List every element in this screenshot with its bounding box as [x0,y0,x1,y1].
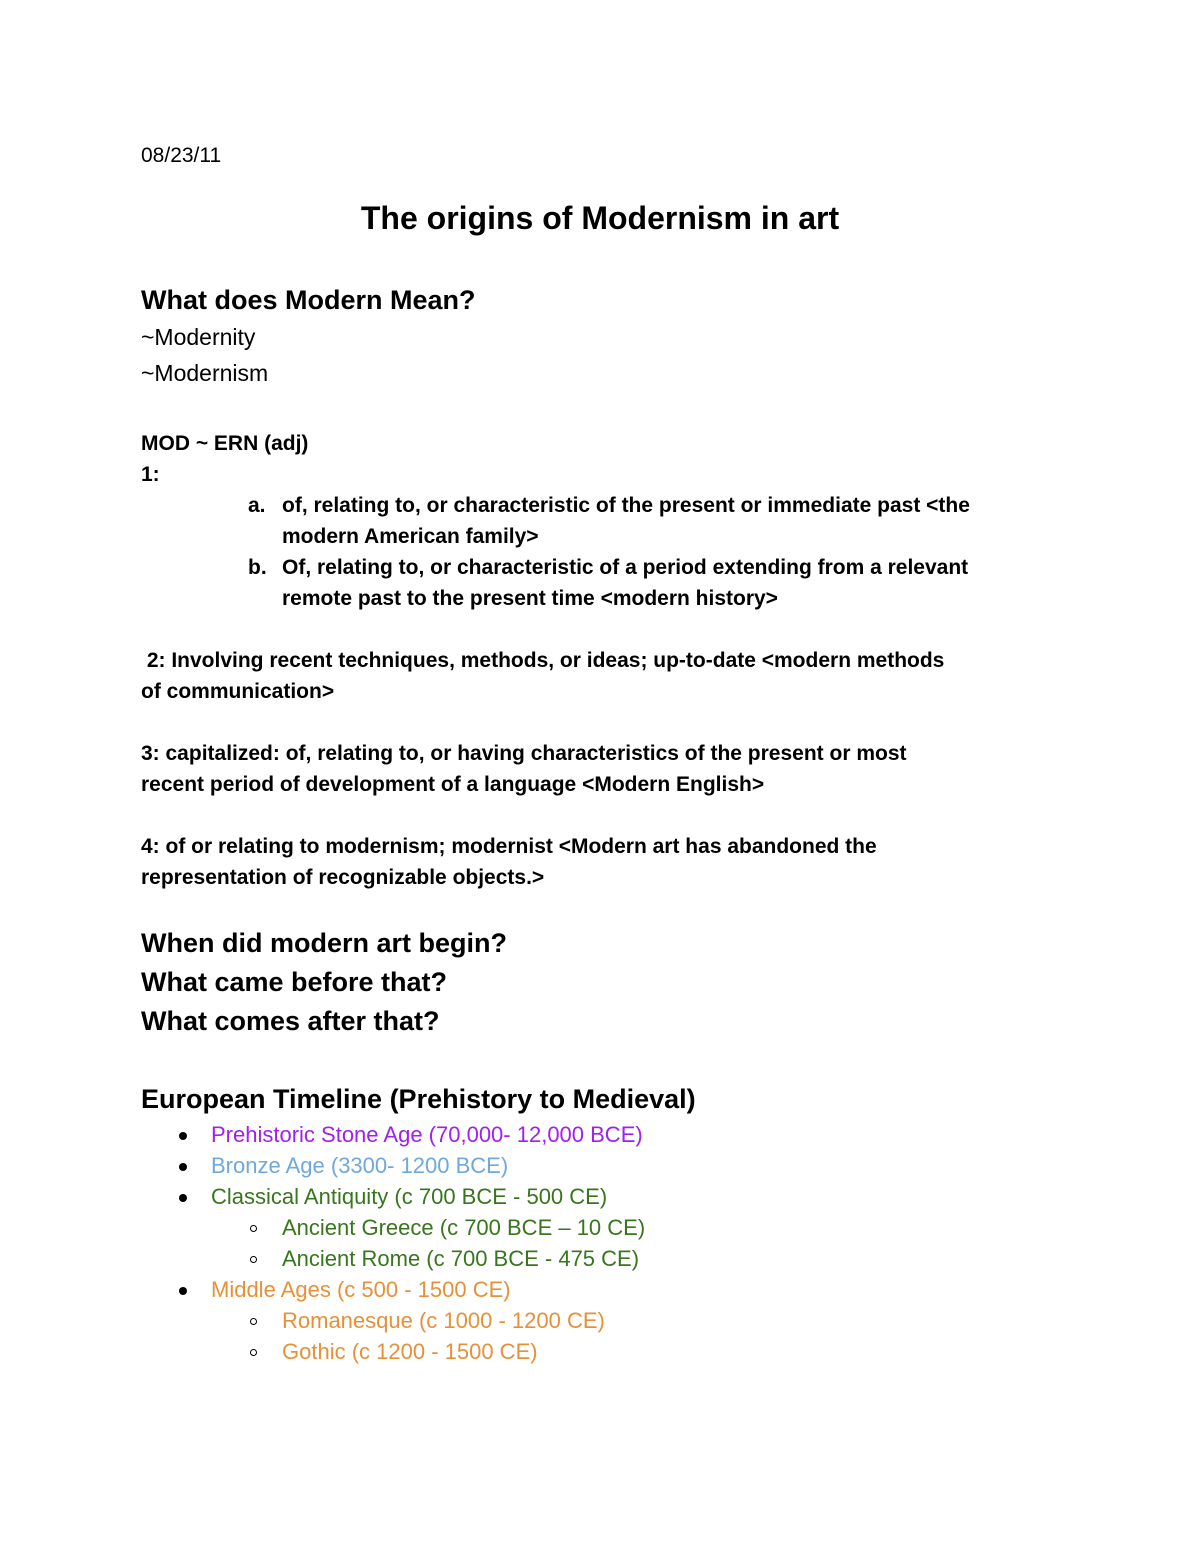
sense-3-line-1: 3: capitalized: of, relating to, or having characteristics of the present or most [141,742,907,765]
timeline-heading: European Timeline (Prehistory to Medieval) [141,1084,696,1114]
sense-4-line-2: representation of recognizable objects.> [141,866,545,889]
hollow-bullet-icon [250,1318,257,1325]
sense-4-line-1: 4: of or relating to modernism; modernist <Modern art has abandoned the [141,835,877,858]
sense-2-line-1: 2: Involving recent techniques, methods, or ideas; up-to-date <modern methods [141,649,945,672]
hollow-bullet-icon [250,1225,257,1232]
timeline-item: Middle Ages (c 500 - 1500 CE) [211,1277,511,1302]
timeline-item: Bronze Age (3300- 1200 BCE) [211,1153,509,1178]
sense-3-line-2: recent period of development of a language <Modern English> [141,773,765,796]
timeline-subitem: Ancient Rome (c 700 BCE - 475 CE) [282,1246,640,1271]
date-line: 08/23/11 [141,144,222,167]
timeline-item: Classical Antiquity (c 700 BCE - 500 CE) [211,1184,608,1209]
timeline-subitem: Ancient Greece (c 700 BCE – 10 CE) [282,1215,646,1240]
question-1: When did modern art begin? [141,928,507,958]
list-item-modernism: ~Modernism [141,360,269,386]
definition-headword: MOD ~ ERN (adj) [141,432,309,455]
page-title: The origins of Modernism in art [360,200,840,236]
bullet-icon [179,1194,187,1202]
sense-1b-line-1: Of, relating to, or characteristic of a period extending from a relevant [282,556,969,579]
question-3: What comes after that? [141,1006,440,1036]
sense-1a-marker: a. [248,494,266,517]
list-item-modernity: ~Modernity [141,324,256,350]
sense-1a-line-1: of, relating to, or characteristic of the present or immediate past <the [282,494,970,517]
bullet-icon [179,1163,187,1171]
timeline-subitem: Gothic (c 1200 - 1500 CE) [282,1339,538,1364]
timeline-subitem: Romanesque (c 1000 - 1200 CE) [282,1308,605,1333]
sense-1a-line-2: modern American family> [282,525,539,548]
hollow-bullet-icon [250,1256,257,1263]
bullet-icon [179,1287,187,1295]
sense-1-label: 1: [141,463,160,486]
sense-1b-line-2: remote past to the present time <modern history> [282,587,778,610]
bullet-icon [179,1132,187,1140]
question-2: What came before that? [141,967,448,997]
sense-1b-marker: b. [248,556,267,579]
section-heading-modern-mean: What does Modern Mean? [141,285,476,315]
sense-2-line-2: of communication> [141,680,335,703]
hollow-bullet-icon [250,1349,257,1356]
timeline-item: Prehistoric Stone Age (70,000- 12,000 BCE) [211,1122,643,1147]
